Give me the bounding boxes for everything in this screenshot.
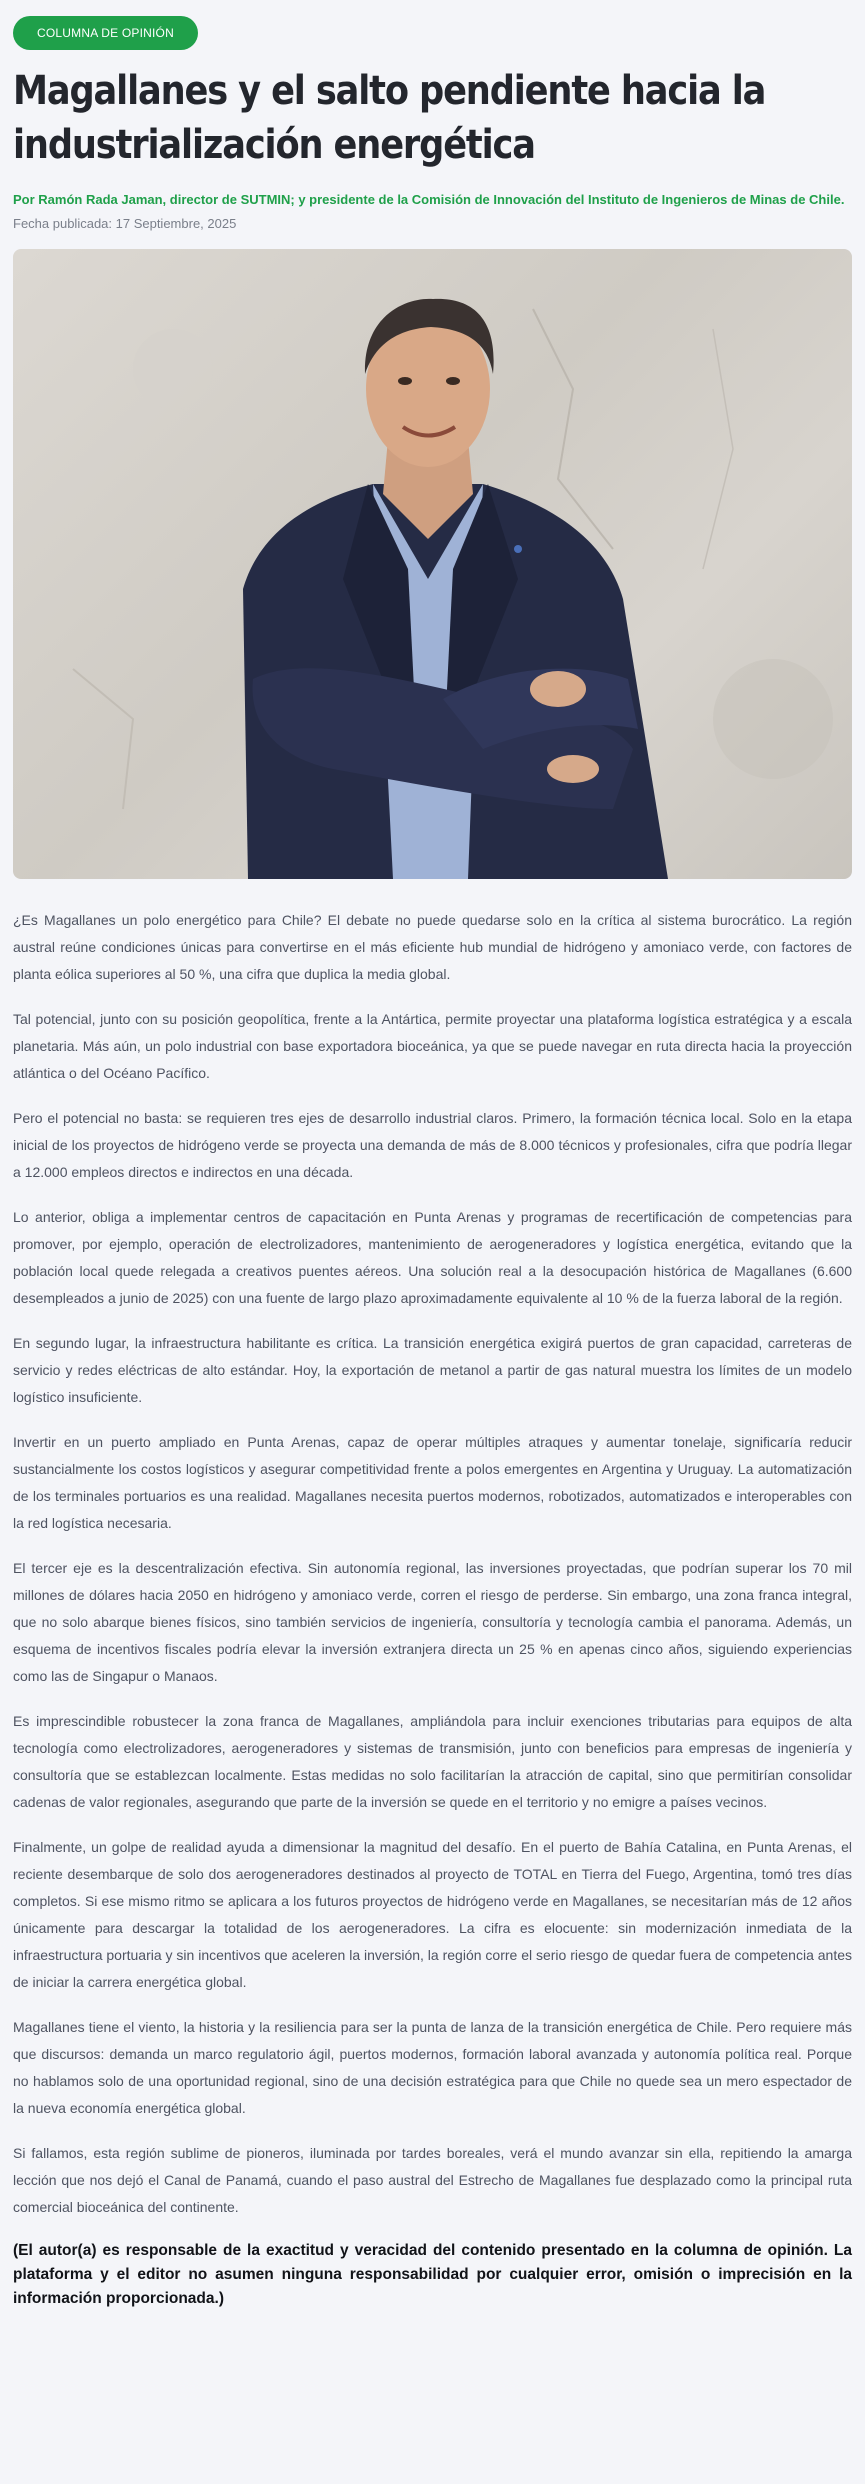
article-body [13,907,852,2221]
article-paragraph: Tal potencial, junto con su posición geopolítica, frente a la Antártica, permite proyectar una plataforma logística estratégica y a escala planetaria. Más aún, un polo industrial con base exportadora bioceánica, ya que se puede navegar en ruta directa hacia la proyección atlántica o del Océano Pacífico. [13,1011,852,1081]
article-paragraph: ¿Es Magallanes un polo energético para Chile? El debate no puede quedarse solo en la crítica al sistema burocrático. La región austral reúne condiciones únicas para convertirse en el más eficiente hub mundial de hidrógeno y amoniaco verde, con factores de planta eólica superiores al 50 %, una cifra que duplica la media global. [13,912,852,982]
article-paragraph: Finalmente, un golpe de realidad ayuda a dimensionar la magnitud del desafío. En el puerto de Bahía Catalina, en Punta Arenas, el reciente desembarque de solo dos aerogeneradores destinados al proyecto de TOTAL en Tierra del Fuego, Argentina, tomó tres días completos. Si ese mismo ritmo se aplicara a los futuros proyectos de hidrógeno verde en Magallanes, se necesitarían más de 12 años únicamente para descargar la totalidad de los aerogeneradores. La cifra es elocuente: sin modernización inmediata de la infraestructura portuaria y sin incentivos que aceleren la inversión, la región corre el serio riesgo de quedar fuera de competencia antes de iniciar la carrera energética global. [13,1839,852,1990]
article-paragraph: Es imprescindible robustecer la zona franca de Magallanes, ampliándola para incluir exenciones tributarias para equipos de alta tecnología como electrolizadores, aerogeneradores y sistemas de transmisión, junto con beneficios para empresas de ingeniería y consultoría que se establezcan localmente. Estas medidas no solo facilitarían la atracción de capital, sino que permitirían consolidar cadenas de valor regionales, asegurando que parte de la inversión se quede en el territorio y no emigre a países vecinos. [13,1713,852,1810]
article-paragraph: El tercer eje es la descentralización efectiva. Sin autonomía regional, las inversiones proyectadas, que podrían superar los 70 mil millones de dólares hacia 2050 en hidrógeno y amoniaco verde, corren el riesgo de perderse. Sin embargo, una zona franca integral, que no solo abarque bienes físicos, sino también servicios de ingeniería, consultoría y tecnología cambia el panorama. Además, un esquema de incentivos fiscales podría elevar la inversión extranjera directa un 25 % en apenas cinco años, siguiendo experiencias como las de Singapur o Manaos. [13,1560,852,1684]
article-paragraph: Lo anterior, obliga a implementar centros de capacitación en Punta Arenas y programas de recertificación de competencias para promover, por ejemplo, operación de electrolizadores, mantenimiento de aerogeneradores y logística energética, evitando que la población local quede relegada a creativos puentes aéreos. Una solución real a la desocupación histórica de Magallanes (6.600 desempleados a junio de 2025) con una fuente de largo plazo aproximadamente equivalente al 10 % de la fuerza laboral de la región. [13,1209,852,1306]
article-paragraph: Pero el potencial no basta: se requieren tres ejes de desarrollo industrial claros. Primero, la formación técnica local. Solo en la etapa inicial de los proyectos de hidrógeno verde se proyecta una demanda de más de 8.000 técnicos y profesionales, cifra que podría llegar a 12.000 empleos directos e indirectos en una década. [13,1110,852,1180]
disclaimer-note: (El autor(a) es responsable de la exactitud y veracidad del contenido presentado en la columna de opinión. La plataforma y el editor no asumen ninguna responsabilidad por cualquier error, omisión o imprecisión en la información proporcionada.) [13,2242,852,2307]
publish-date: Fecha publicada: 17 Septiembre, 2025 [13,216,237,231]
author-portrait-photo [13,249,852,879]
article-paragraph: Si fallamos, esta región sublime de pioneros, iluminada por tardes boreales, verá el mundo avanzar sin ella, repitiendo la amarga lección que nos dejó el Canal de Panamá, cuando el paso austral del Estrecho de Magallanes fue desplazado como la principal ruta comercial bioceánica del continente. [13,2145,852,2215]
article-paragraph: Invertir en un puerto ampliado en Punta Arenas, capaz de operar múltiples atraques y aumentar tonelaje, significaría reducir sustancialmente los costos logísticos y asegurar competitividad frente a polos emergentes en Argentina y Uruguay. La automatización de los terminales portuarios es una realidad. Magallanes necesita puertos modernos, robotizados, automatizados e interoperables con la red logística necesaria. [13,1434,852,1531]
article-paragraph: En segundo lugar, la infraestructura habilitante es crítica. La transición energética exigirá puertos de gran capacidad, carreteras de servicio y redes eléctricas de alto estándar. Hoy, la exportación de metanol a partir de gas natural muestra los límites de un modelo logístico insuficiente. [13,1335,852,1405]
category-badge[interactable]: COLUMNA DE OPINIÓN [13,16,198,50]
article-author: Por Ramón Rada Jaman, director de SUTMIN; y presidente de la Comisión de Innovación del Instituto de Ingenieros de Minas de Chile. [13,192,845,207]
article-paragraph: Magallanes tiene el viento, la historia y la resiliencia para ser la punta de lanza de la transición energética de Chile. Pero requiere más que discursos: demanda un marco regulatorio ágil, puertos modernos, formación laboral avanzada y autonomía política real. Porque no hablamos solo de una oportunidad regional, sino de una decisión estratégica para que Chile no quede sea un mero espectador de la nueva economía energética global. [13,2019,852,2116]
article-headline: Magallanes y el salto pendiente hacia la industrialización energética [13,68,766,168]
